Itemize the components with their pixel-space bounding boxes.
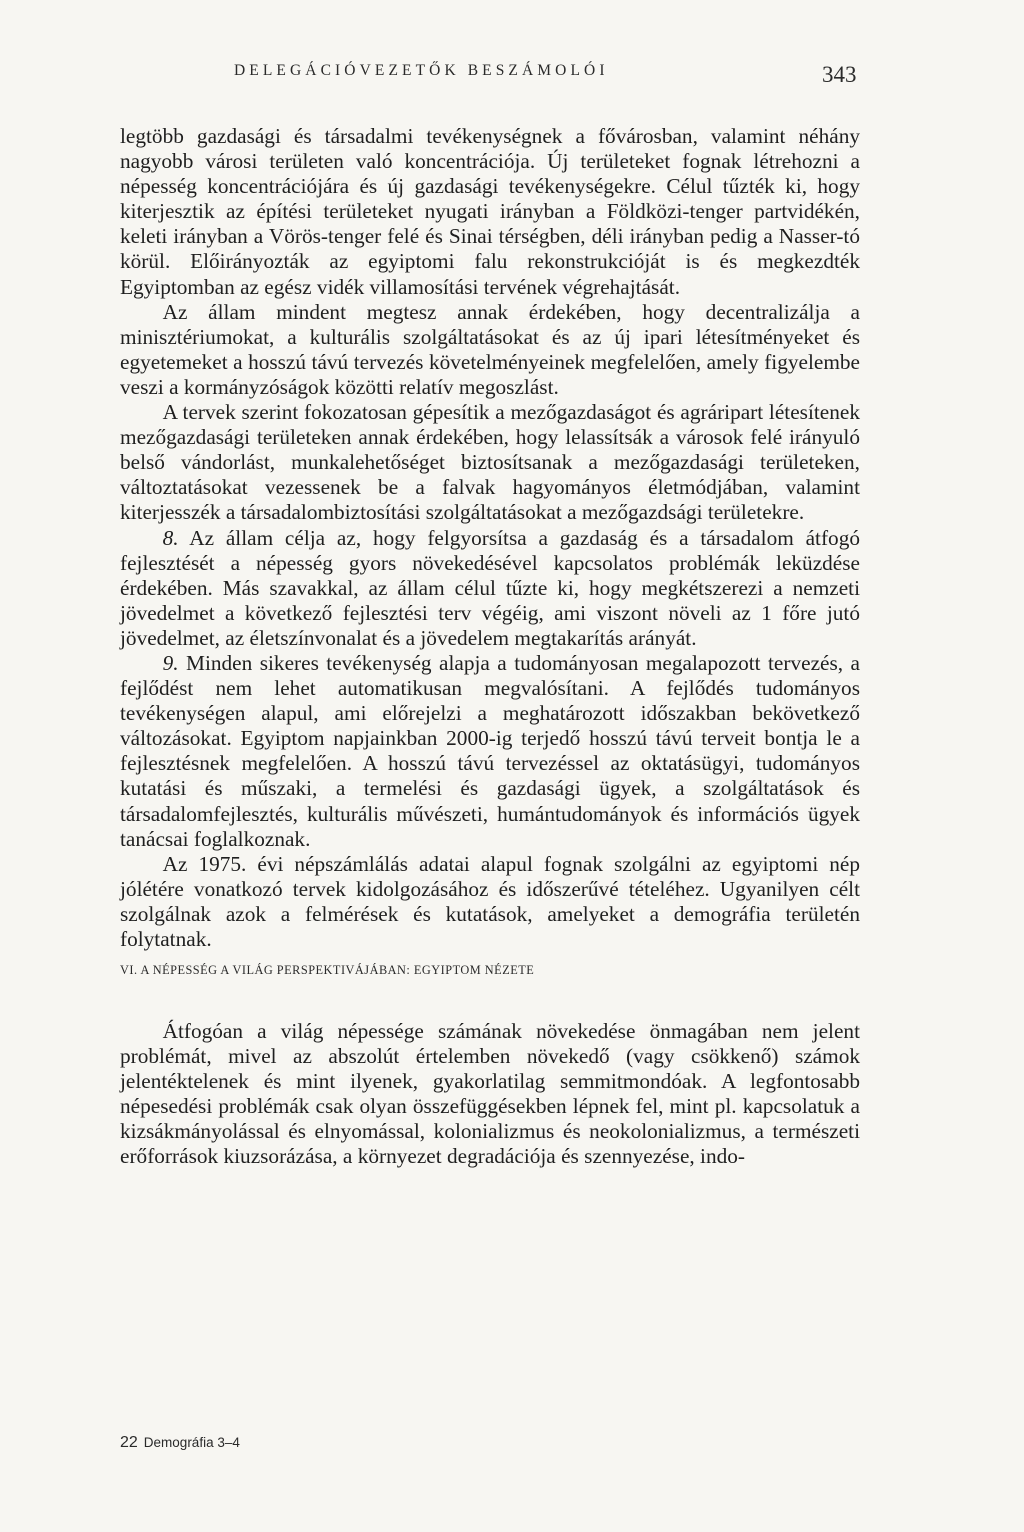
main-text [120,124,860,952]
journal-name: Demográfia 3–4 [143,1435,240,1450]
paragraph-number: 9. [162,650,179,675]
page-number: 343 [822,62,857,87]
paragraph-6: Az 1975. évi népszámlálás adatai alapul fognak szolgálni az egyiptomi nép jólétére vonatkozó tervek kidolgozásához és időszerűvé tételéhez. Ugyanilyen célt szolgálnak azok a felmérések és kutatások, amelyeket a demográfia területén folytatnak. [120,851,860,951]
printer-signature [120,1434,240,1452]
paragraph-3: A tervek szerint fokozatosan gépesítik a mezőgazdaságot és agráripart létesítenek mezőgazdasági területeken annak érdekében, hogy lelassítsák a városok felé irányuló belső vándorlást, munkalehetőséget biztosítsanak a mezőgazdasági területeken, változtatásokat vezessenek be a falvak hagyományos életmódjában, valamint kiterjesszék a társadalombiztosítási szolgáltatásokat a mezőgazdsági területekre. [120,400,860,525]
section-heading: VI. A NÉPESSÉG A VILÁG PERSPEKTIVÁJÁBAN: EGYIPTOM NÉZETE [120,963,535,977]
paragraph-1: legtöbb gazdasági és társadalmi tevékenységnek a fővárosban, valamint néhány nagyobb városi területen való koncentrációja. Új területeket fognak létrehozni a népesség koncentrációjára és új gazdasági tevékenységekre. Célul tűzték ki, hogy kiterjesztik az építési területeket nyugati irányban a Földközi-tenger partvidékén, keleti irányban a Vörös-tenger felé és Sinai térségben, déli irányban pedig a Nasser-tó körül. Előirányozták az egyiptomi falu rekonstrukcióját is és megkezdték Egyiptomban az egész vidék villamosítási tervének végrehajtását. [120,124,860,299]
section-paragraph: Átfogóan a világ népessége számának növekedése önmagában nem jelent problémát, mivel az abszolút értelemben növekedő (vagy csökkenő) számok jelentéktelenek és mint ilyenek, gyakorlatilag semmitmondóak. A legfontosabb népesedési problémák csak olyan összefüggésekben lépnek fel, mint pl. kapcsolatuk a kizsákmányolással és elnyomással, kolonializmus és neokolonializmus, a természeti erőforrások kiuzsorázása, a környezet degradációja és szennyezése, indo- [120,1019,860,1169]
paragraph-number: 8. [162,525,179,550]
paragraph-9-text: Minden sikeres tevékenység alapja a tudományosan megalapozott tervezés, a fejlődést nem lehet automatikusan megvalósítani. A fejlődés tudományos tevékenységen alapul, ami előrejelzi a meghatározott időszakban bekövetkező változásokat. Egyiptom napjainkban 2000-ig terjedő hosszú távú terveit bontja le a fejlesztésnek megfelelően. A hosszú távú tervezéssel az oktatásügyi, tudományos kutatási és műszaki, a termelési és gazdasági ügyek, a szolgáltatások és társadalomfejlesztés, kulturális művészeti, humántudományok és információs ügyek tanácsai foglalkoznak. [120,650,860,851]
paragraph-2: Az állam mindent megtesz annak érdekében, hogy decentralizálja a minisztériumokat, a kulturális szolgáltatásokat és az új ipari létesítményeket és egyetemeket a hosszú távú tervezés követelményeinek megfelelően, amely figyelembe veszi a kormányzóságok közötti relatív megoszlást. [120,299,860,399]
running-title: DELEGÁCIÓVEZETŐK BESZÁMOLÓI [234,62,609,79]
paragraph-9 [120,651,860,852]
signature-number: 22 [120,1434,138,1451]
paragraph-8 [120,526,860,651]
paragraph-8-text: Az állam célja az, hogy felgyorsítsa a gazdaság és a társadalom átfogó fejlesztését a népesség gyors növekedésével kapcsolatos problémák leküzdése érdekében. Más szavakkal, az állam célul tűzte ki, hogy megkétszerezi a nemzeti jövedelmet a következő fejlesztési terv végéig, ami viszont növeli az 1 főre jutó jövedelmet, az életszínvonalat és a jövedelem megtakarítás arányát. [120,525,860,650]
